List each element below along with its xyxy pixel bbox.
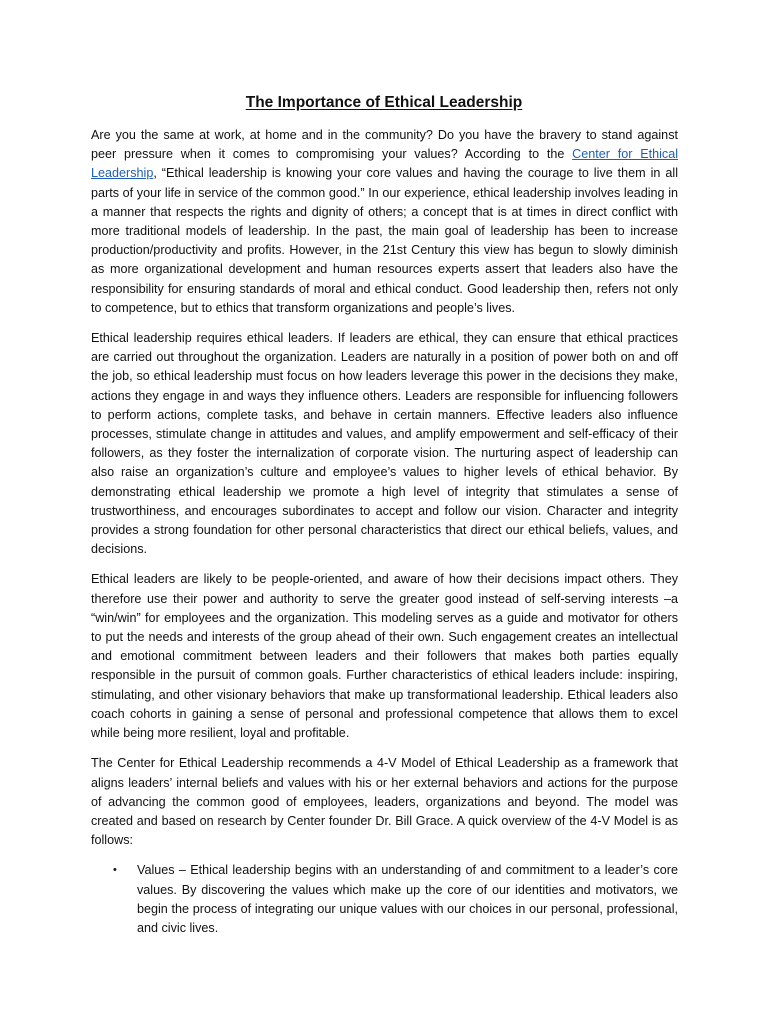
paragraph-4: The Center for Ethical Leadership recommends a 4-V Model of Ethical Leadership as a framework that aligns leaders’ internal beliefs and values with his or her external behaviors and actions for the purpose of advancing the common good of employees, leaders, organizations and beyond. The model was created and based on research by Center founder Dr. Bill Grace. A quick overview of the 4-V Model is as follows:: [91, 756, 678, 848]
center-for-ethical-leadership-link[interactable]: Center for Ethical Leadership: [91, 147, 678, 181]
list-item-text: Values – Ethical leadership begins with an understanding of and commitment to a leader’s core values. By discovering the values which make up the core of our identities and motivators, we begin the process of integrating our unique values with our choices in our personal, professional, and civic lives.: [137, 863, 678, 935]
list-item: [113, 861, 678, 938]
paragraph-1: [91, 126, 678, 318]
document-title: The Importance of Ethical Leadership: [245, 94, 523, 111]
document-body: [91, 126, 678, 938]
paragraph-3: Ethical leaders are likely to be people-oriented, and aware of how their decisions impact others. They therefore use their power and authority to serve the greater good instead of self-serving interests –a “win/win” for employees and the organization. This modeling serves as a guide and motivator for others to put the needs and interests of the group ahead of their own. Such engagement creates an intellectual and emotional commitment between leaders and their followers that makes both parties equally responsible in the pursuit of common goals. Further characteristics of ethical leaders include: inspiring, stimulating, and other visionary behaviors that make up transformational leadership. Ethical leaders also coach cohorts in gaining a sense of personal and professional competence that allows them to excel while being more resilient, loyal and profitable.: [91, 572, 678, 741]
four-v-model-list: [91, 861, 678, 938]
paragraph-1-intro: Are you the same at work, at home and in the community? Do you have the bravery to stand against peer pressure when it comes to compromising your values? According to the: [91, 128, 678, 162]
paragraph-1-rest: , “Ethical leadership is knowing your core values and having the courage to live them in all parts of your life in service of the common good.” In our experience, ethical leadership involves leading in a manner that respects the rights and dignity of others; a concept that is at times in direct conflict with more traditional models of leadership. In the past, the main goal of leadership has been to increase production/productivity and profits. However, in the 21st Century this view has begun to slowly diminish as more organizational development and human resources experts assert that leaders also have the responsibility for ensuring standards of moral and ethical conduct. Good leadership then, refers not only to competence, but to ethics that transform organizations and people’s lives.: [91, 166, 678, 315]
bullet-icon: •: [113, 864, 117, 877]
paragraph-2: Ethical leadership requires ethical leaders. If leaders are ethical, they can ensure that ethical practices are carried out throughout the organization. Leaders are naturally in a position of power both on and off the job, so ethical leadership must focus on how leaders leverage this power in the decisions they make, actions they engage in and ways they influence others. Leaders are responsible for influencing followers to perform actions, complete tasks, and behave in certain manners. Effective leaders also influence processes, stimulate change in attitudes and values, and amplify empowerment and self-efficacy of their followers, as they foster the internalization of corporate vision. The nurturing aspect of leadership can also raise an organization’s culture and employee’s values to higher levels of ethical behavior. By demonstrating ethical leadership we promote a high level of integrity that stimulates a sense of trustworthiness, and encourages subordinates to accept and follow our vision. Character and integrity provides a strong foundation for other personal characteristics that direct our ethical beliefs, values, and decisions.: [91, 331, 678, 557]
